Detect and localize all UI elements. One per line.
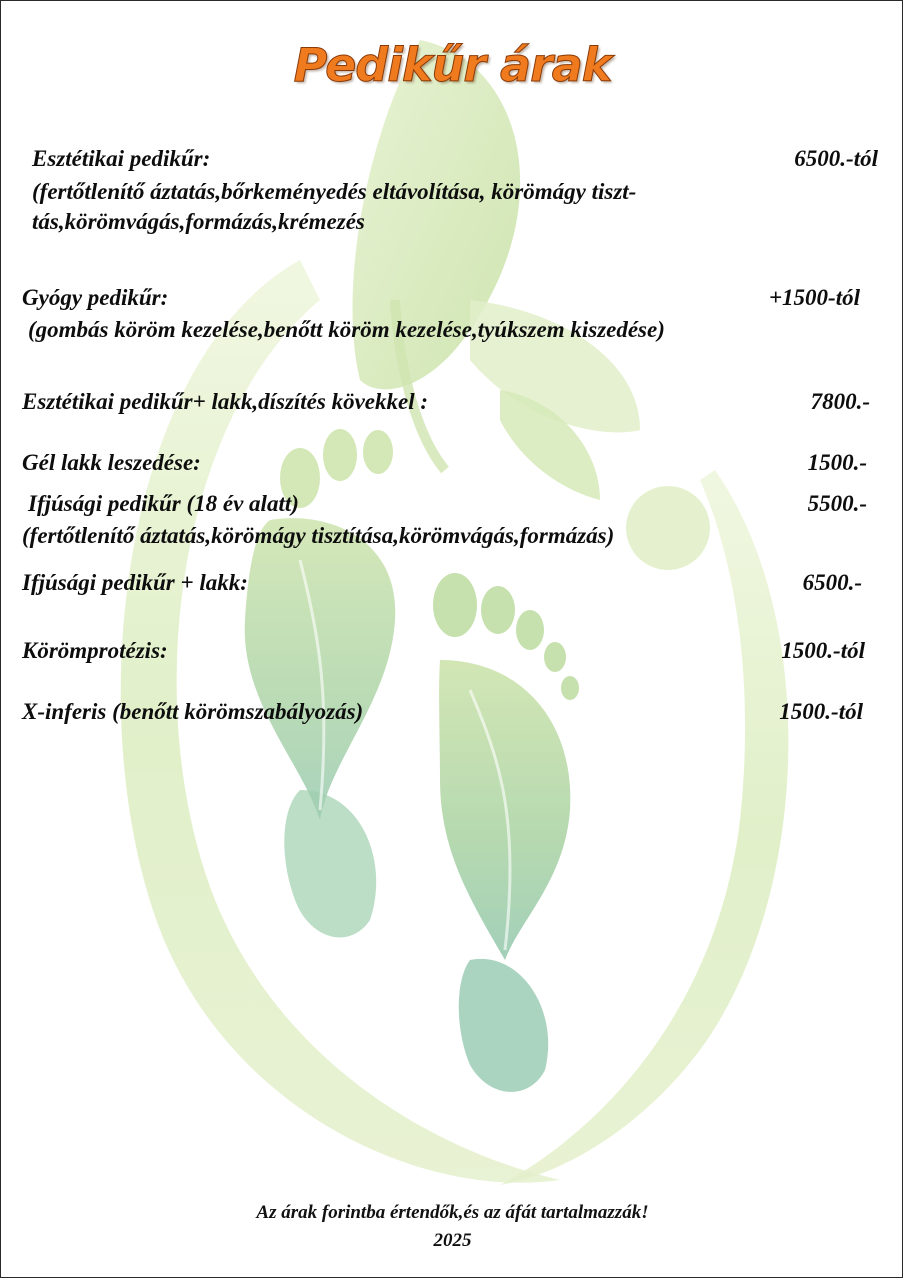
item-price-koves: 7800.- [810,389,870,414]
item-price-x-inferis: 1500.-tól [779,699,863,724]
footer-year: 2025 [433,1230,472,1251]
item-name-ifjusagi: Ifjúsági pedikűr (18 év alatt) [28,491,299,516]
item-desc-gyogy: (gombás köröm kezelése,benőtt köröm kezelése,tyúkszem kiszedése) [28,317,665,342]
item-price-ifjusagi-lakk: 6500.- [802,570,862,595]
item-price-gyogy: +1500-tól [768,285,860,310]
item-desc-esztetikai-1: (fertőtlenítő áztatás,bőrkeményedés eltávolítása, körömágy tiszt- [32,179,637,204]
item-price-ifjusagi: 5500.- [807,491,867,516]
item-name-ifjusagi-lakk: Ifjúsági pedikűr + lakk: [22,570,248,595]
item-desc-ifjusagi: (fertőtlenítő áztatás,körömágy tisztítása,körömvágás,formázás) [22,523,615,548]
item-name-koromprotezis: Körömprotézis: [22,638,168,663]
item-name-esztetikai: Esztétikai pedikűr: [32,146,211,171]
item-name-gel-lakk: Gél lakk leszedése: [22,450,201,475]
item-price-gel-lakk: 1500.- [807,450,867,475]
footer-note: Az árak forintba értendők,és az áfát tartalmazzák! [256,1202,649,1223]
item-price-esztetikai: 6500.-tól [794,146,878,171]
page-title: Pedikűr árak [293,38,612,92]
item-name-gyogy: Gyógy pedikűr: [22,285,169,310]
item-name-x-inferis: X-inferis (benőtt körömszabályozás) [22,699,364,724]
item-price-koromprotezis: 1500.-tól [781,638,865,663]
item-desc-esztetikai-2: tás,körömvágás,formázás,krémezés [32,209,365,234]
item-name-koves: Esztétikai pedikűr+ lakk,díszítés kövekkel : [22,389,429,414]
